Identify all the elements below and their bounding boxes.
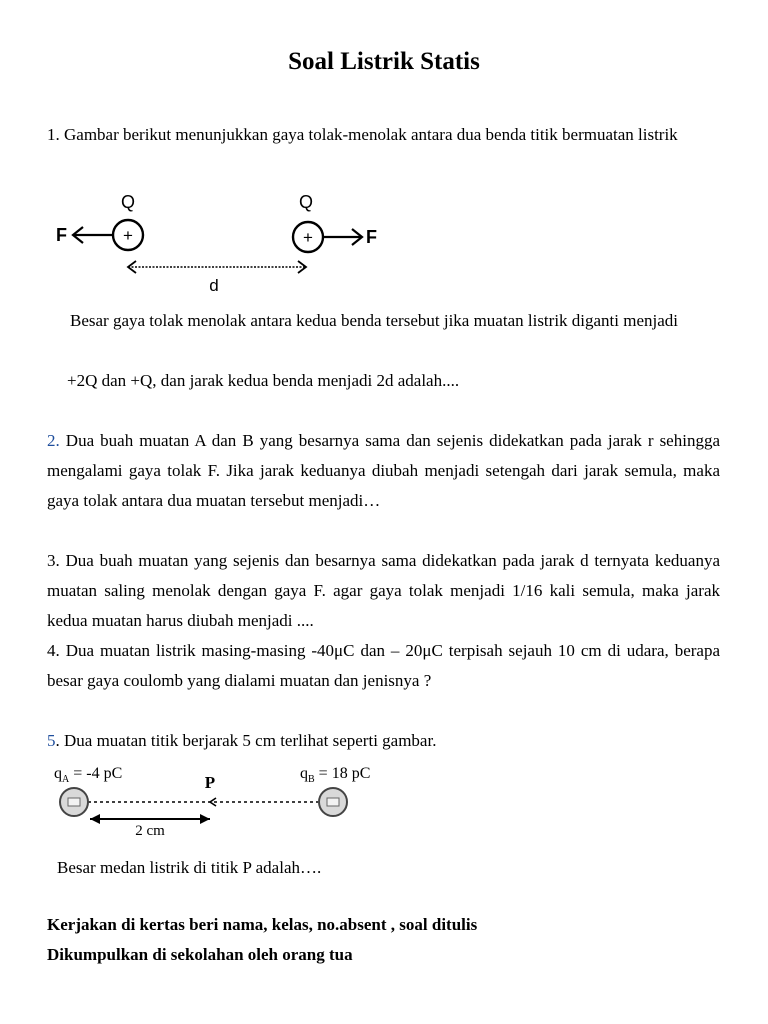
question-5-text: . Dua muatan titik berjarak 5 cm terlihat seperti gambar. bbox=[55, 731, 437, 750]
fig1-charge-left-circle bbox=[113, 220, 143, 250]
fig5-point-label: P bbox=[204, 773, 216, 792]
question-2-number: 2. bbox=[47, 431, 60, 450]
fig5-qb-symbol: q bbox=[300, 765, 308, 782]
instruction-line-1: Kerjakan di kertas beri nama, kelas, no.absent , soal ditulis bbox=[47, 915, 478, 934]
question-3-text: 3. Dua buah muatan yang sejenis dan besarnya sama didekatkan pada jarak d ternyata keduanya muatan saling menolak dengan gaya F. agar gaya tolak menjadi 1/16 kali semula, maka jarak kedua muatan harus diubah menjadi .... bbox=[47, 551, 720, 630]
instruction-line-2: Dikumpulkan di sekolahan oleh orang tua bbox=[47, 945, 353, 964]
fig5-distance-label: 2 cm bbox=[135, 823, 165, 838]
question-1-text: 1. Gambar berikut menunjukkan gaya tolak-menolak antara dua benda titik bermuatan listrik bbox=[47, 125, 678, 144]
fig1-charge-right-label: Q bbox=[298, 192, 314, 212]
fig1-distance-label: d bbox=[209, 276, 219, 295]
fig5-qb-subscript: B bbox=[308, 774, 315, 785]
question-2-text: Dua buah muatan A dan B yang besarnya sama dan sejenis didekatkan pada jarak r sehingga mengalami gaya tolak F. Jika jarak keduanya diubah menjadi setengah dari jarak semula, maka gaya tolak antara dua muatan tersebut menjadi… bbox=[47, 431, 720, 510]
fig5-qa-label bbox=[54, 765, 122, 785]
fig1-distance-arrow bbox=[128, 261, 306, 273]
fig5-qa-subscript: A bbox=[62, 774, 70, 785]
fig5-charge-b bbox=[319, 788, 347, 816]
question-2 bbox=[47, 426, 720, 516]
fig1-charge-left-sign: + bbox=[123, 226, 133, 245]
question-1-text2: Besar gaya tolak menolak antara kedua benda tersebut jika muatan listrik diganti menjadi bbox=[70, 311, 679, 330]
fig1-charge-right-sign: + bbox=[303, 228, 313, 247]
fig1-force-left-arrow bbox=[73, 227, 112, 243]
fig5-qa-symbol: q bbox=[54, 765, 62, 782]
fig1-charge-right-circle bbox=[293, 222, 323, 252]
fig5-qb-label bbox=[300, 765, 370, 785]
question-1-text3: +2Q dan +Q, dan jarak kedua benda menjadi 2d adalah.... bbox=[67, 371, 460, 390]
fig1-force-right-label: F bbox=[366, 227, 377, 247]
fig1-force-left-label: F bbox=[56, 225, 67, 245]
fig1-force-right-arrow bbox=[324, 229, 362, 245]
figure-1-repelling-charges bbox=[50, 190, 390, 300]
question-5-number: 5 bbox=[47, 731, 56, 750]
question-4-text: 4. Dua muatan listrik masing-masing -40μC dan – 20μC terpisah sejauh 10 cm di udara, berapa besar gaya coulomb yang dialami muatan dan jenisnya ? bbox=[47, 641, 720, 690]
figure-5-point-charges bbox=[50, 758, 390, 838]
question-5-text2: Besar medan listrik di titik P adalah…. bbox=[57, 858, 322, 877]
fig5-charge-a bbox=[60, 788, 88, 816]
page-title: Soal Listrik Statis bbox=[288, 48, 480, 75]
question-5 bbox=[47, 726, 720, 756]
fig1-charge-left-label: Q bbox=[120, 192, 136, 212]
fig5-qa-value: = -4 pC bbox=[69, 765, 123, 782]
fig5-qb-value: = 18 pC bbox=[314, 765, 371, 782]
